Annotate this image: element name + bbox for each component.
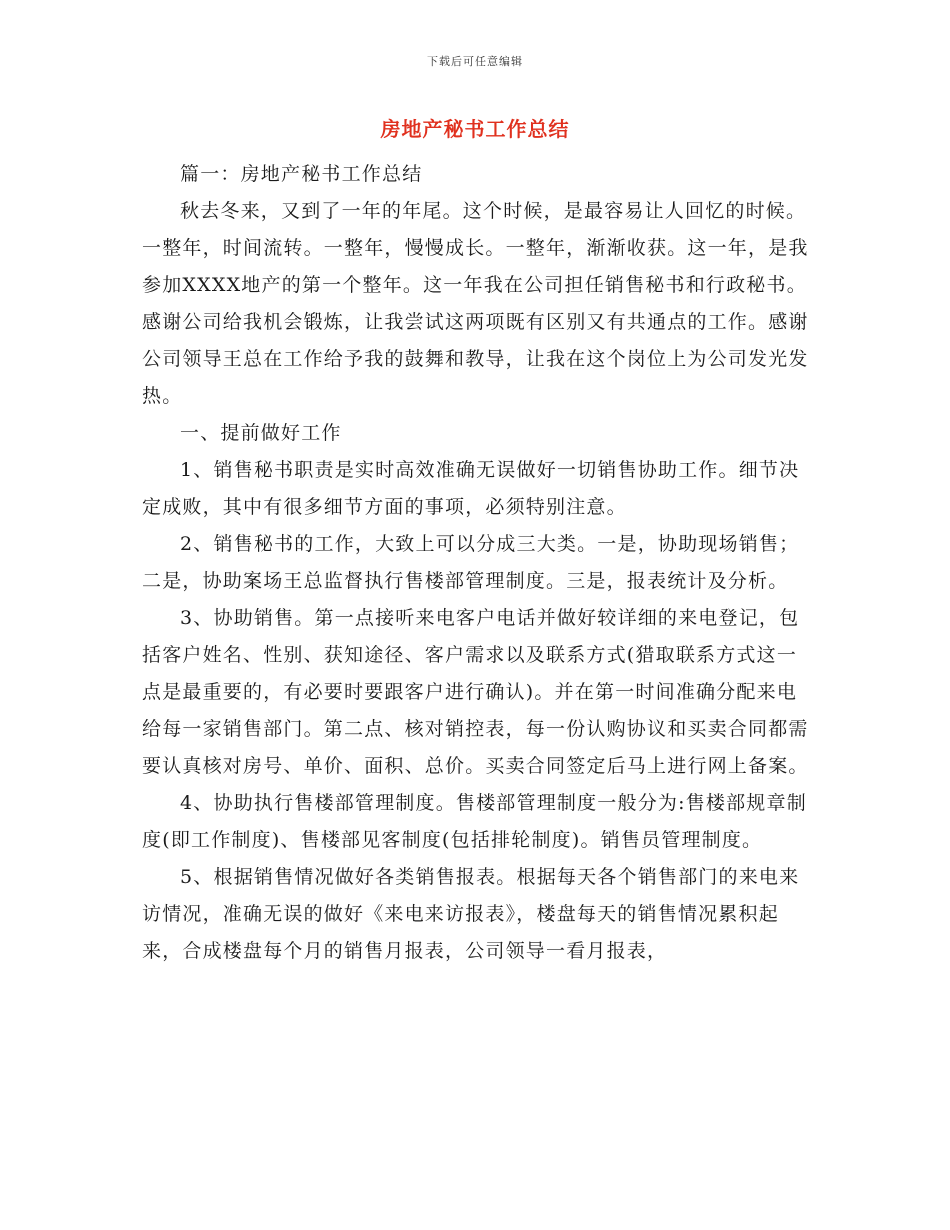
document-title: 房地产秘书工作总结 [380, 117, 570, 141]
paragraph: 4、协助执行售楼部管理制度。售楼部管理制度一般分为:售楼部规章制度(即工作制度)、售楼部见客制度(包括排轮制度)。销售员管理制度。 [142, 792, 807, 851]
section-heading: 篇一：房地产秘书工作总结 [180, 163, 423, 185]
document-body [142, 156, 817, 970]
paragraph: 5、根据销售情况做好各类销售报表。根据每天各个销售部门的来电来访情况，准确无误的做好《来电来访报表》，楼盘每天的销售情况累积起来，合成楼盘每个月的销售月报表，公司领导一看月报表， [142, 866, 800, 962]
section-heading: 一、提前做好工作 [180, 422, 342, 444]
paragraph: 3、协助销售。第一点接听来电客户电话并做好较详细的来电登记，包括客户姓名、性别、获知途径、客户需求以及联系方式(猎取联系方式这一点是最重要的，有必要时要跟客户进行确认)。并在第一时间准确分配来电给每一家销售部门。第二点、核对销控表，每一份认购协议和买卖合同都需要认真核对房号、单价、面积、总价。买卖合同签定后马上进行网上备案。 [142, 607, 809, 777]
paragraph: 1、销售秘书职责是实时高效准确无误做好一切销售协助工作。细节决定成败，其中有很多细节方面的事项，必须特别注意。 [142, 459, 800, 518]
paragraph: 2、销售秘书的工作，大致上可以分成三大类。一是，协助现场销售；二是，协助案场王总监督执行售楼部管理制度。三是，报表统计及分析。 [142, 533, 800, 592]
paragraph: 秋去冬来，又到了一年的年尾。这个时候，是最容易让人回忆的时候。一整年，时间流转。一整年，慢慢成长。一整年，渐渐收获。这一年，是我参加XXXX地产的第一个整年。这一年我在公司担任销售秘书和行政秘书。感谢公司给我机会锻炼，让我尝试这两项既有区别又有共通点的工作。感谢公司领导王总在工作给予我的鼓舞和教导，让我在这个岗位上为公司发光发热。 [142, 200, 809, 407]
header-note: 下载后可任意编辑 [427, 55, 523, 68]
